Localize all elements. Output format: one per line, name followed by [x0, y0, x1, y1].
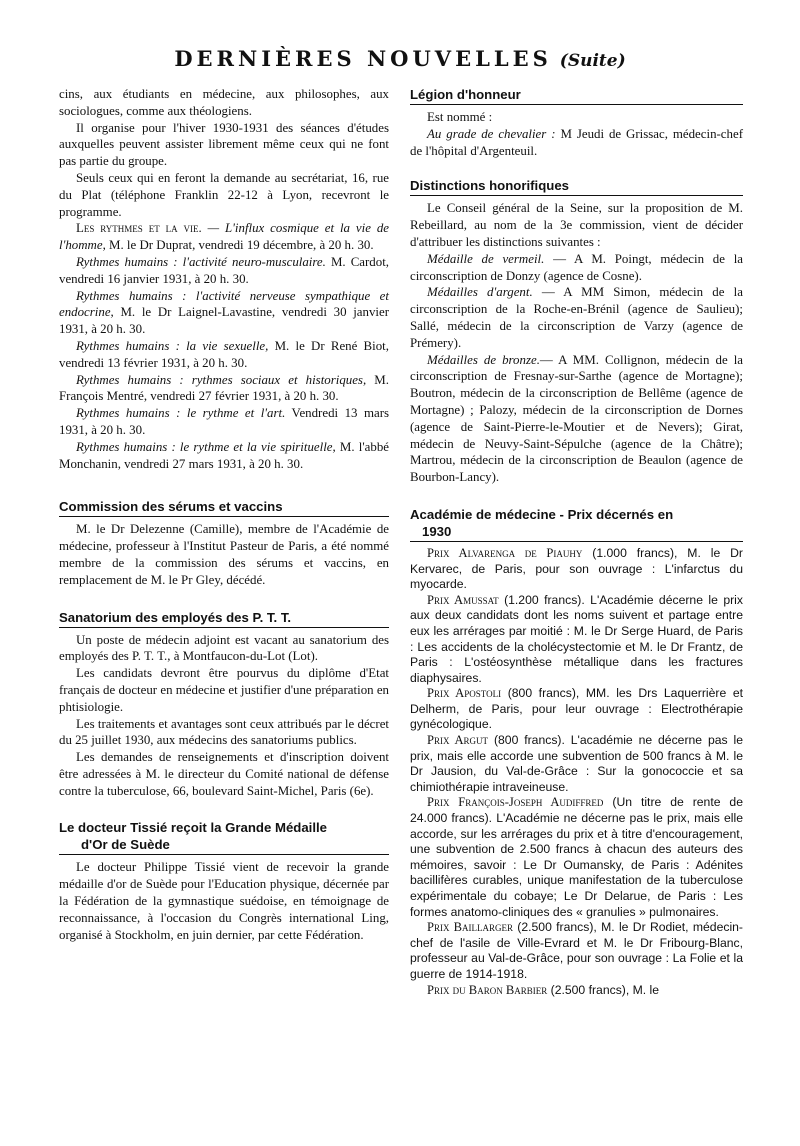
sanatorium-paragraph: Les demandes de renseignements et d'inscription doivent être adressées à M. le directeur du Comité national de défense contre la tuberculose, 66, boulevard Saint-Michel, Paris (6e).	[59, 750, 389, 798]
tissie-paragraph: Le docteur Philippe Tissié vient de recevoir la grande médaille d'or de Suède pour l'Education physique, décernée par la Fédération de la gymnastique suédoise, en témoignage de reconnaissance, à l'occasion du Congrès international Ling, organisé à Stockholm, en juin dernier, par cette Fédération.	[59, 860, 389, 942]
distinction-text: — A M. Poingt, médecin de la circonscription de Donzy (agence de Cosne).	[410, 251, 743, 283]
lecture-details: Vendredi 13 mars 1931, à 20 h. 30.	[59, 406, 389, 437]
prize-name: Prix François-Joseph Audiffred	[427, 795, 604, 810]
prize-name: Prix Baillarger	[427, 920, 513, 935]
prize-item	[410, 733, 743, 795]
legion-grade: Au grade de chevalier :	[427, 126, 556, 141]
academie-heading-line2: 1930	[422, 523, 452, 539]
lecture-item	[59, 405, 389, 439]
tissie-heading-line2: d'Or de Suède	[81, 837, 170, 853]
right-column	[410, 86, 743, 998]
lecture-item	[59, 288, 389, 338]
section-heading-serums: Commission des sérums et vaccins	[59, 498, 389, 517]
lecture-title: Rythmes humains : l'activité nerveuse sympathique et endocrine,	[59, 288, 389, 320]
left-column	[59, 86, 389, 943]
section-heading-sanatorium: Sanatorium des employés des P. T. T.	[59, 609, 389, 628]
tissie-heading-line1: Le docteur Tissié reçoit la Grande Médaille	[59, 820, 327, 836]
section-heading-legion: Légion d'honneur	[410, 86, 743, 105]
distinction-label: Médaille de vermeil.	[427, 251, 545, 266]
lecture-details: M. Cardot, vendredi 16 janvier 1931, à 20 h. 30.	[59, 254, 389, 286]
prize-item	[410, 920, 743, 982]
academie-heading-line1: Académie de médecine - Prix décernés en	[410, 506, 674, 522]
legion-paragraph	[410, 126, 743, 160]
lecture-item	[59, 338, 389, 372]
lecture-details: M. le Dr Laignel-Lavastine, vendredi 30 janvier 1931, à 20 h. 30.	[59, 305, 389, 337]
prize-name: Prix Alvarenga de Piauhy	[427, 545, 583, 560]
distinction-label: Médailles d'argent.	[427, 285, 533, 300]
page-title: DERNIÈRES NOUVELLES	[174, 46, 552, 71]
serums-paragraph: M. le Dr Delezenne (Camille), membre de l'Académie de médecine, professeur à l'Institut Pasteur de Paris, a été nommé membre de la commission des sérums et vaccins, en remplacement de M. le Pr Gley, décédé.	[59, 522, 389, 587]
section-heading-distinctions: Distinctions honorifiques	[410, 177, 743, 196]
section-heading-tissie	[59, 819, 389, 855]
prize-list	[410, 546, 743, 998]
lecture-details: M. le Dr René Biot, vendredi 13 février 1931, à 20 h. 30.	[59, 338, 389, 370]
page-title-suite: (Suite)	[559, 51, 626, 71]
lecture-item	[59, 372, 389, 406]
lecture-title: Rythmes humains : la vie sexuelle,	[76, 338, 269, 353]
lecture-item	[59, 439, 389, 473]
distinction-item	[410, 352, 743, 486]
lecture-title: — L'influx cosmique et la vie de l'homme,	[59, 221, 389, 253]
sanatorium-paragraph: Un poste de médecin adjoint est vacant au sanatorium des employés des P. T. T., à Montfaucon-du-Lot (Lot).	[59, 632, 389, 664]
distinctions-intro: Le Conseil général de la Seine, sur la proposition de M. Rebeillard, au nom de la 3e commission, vient de décider d'attribuer les distinctions suivantes :	[410, 201, 743, 249]
distinction-item	[410, 284, 743, 351]
lecture-title: Rythmes humains : l'activité neuro-musculaire.	[76, 254, 326, 269]
prize-text: (2.500 francs), M. le Dr Rodiet, médecin-chef de l'asile de Ville-Evrard et M. le Dr Fribourg-Blanc, professeur au Val-de-Grâce, pour son ouvrage : La Folie et la guerre de 1914-1918.	[410, 920, 743, 981]
prize-name: Prix Argut	[427, 733, 489, 748]
lecture-title: Rythmes humains : rythmes sociaux et historiques,	[76, 372, 367, 387]
intro-paragraph: Il organise pour l'hiver 1930-1931 des séances d'études auxquelles peuvent assister librement même ceux qui ne font pas partie du groupe.	[59, 120, 389, 169]
prize-name: Prix du Baron Barbier	[427, 982, 548, 997]
prize-text: (1.000 francs), M. le Dr Kervarec, de Paris, pour son ouvrage : L'infarctus du myocarde.	[410, 545, 743, 592]
lecture-lead: Les rythmes et la vie.	[76, 221, 202, 236]
prize-text: (Un titre de rente de 24.000 francs). L'Académie ne décerne pas le prix, mais elle accorde, sur les arrérages du prix et à titre d'encouragement, une subvention de 2.500 francs à chacun des auteurs des mémoires, savoir : Le Dr Oumansky, de Paris : Adénites bacillifères curables, unique manifestation de la tuberculose expérimentale du cobaye; Le Dr Delarue, de Paris : Les formes anatomo-cliniques des « granulies » pulmonaires.	[410, 795, 743, 919]
prize-text: (800 francs). L'académie ne décerne pas le prix, mais elle accorde une subvention de 500 francs à M. le Dr Jausion, du Val-de-Grâce : Sur la gonococcie et sa chimiothérapie intraveineuse.	[410, 733, 743, 794]
prize-item	[410, 983, 743, 999]
prize-text: (2.500 francs), M. le	[547, 982, 660, 997]
lecture-details: M. François Mentré, vendredi 27 février 1931, à 20 h. 30.	[59, 372, 389, 404]
lecture-item	[59, 254, 389, 288]
prize-text: (1.200 francs). L'Académie décerne le prix aux deux candidats dont les noms suivent et partage entre eux les arrérages par moitié : M. le Dr Serge Huard, de Paris : Les accidents de la cholécystectomie et M. le Dr Frantz, de Paris : L'ostéosynthèse métallique dans les fractures diaphysaires.	[410, 592, 743, 685]
distinction-item	[410, 251, 743, 285]
lecture-details: M. le Dr Duprat, vendredi 19 décembre, à 20 h. 30.	[105, 238, 374, 253]
sanatorium-paragraph: Les traitements et avantages sont ceux attribués par le décret du 25 juillet 1930, aux médecins des sanatoriums publics.	[59, 716, 389, 748]
page-header	[0, 46, 800, 71]
lecture-title: Rythmes humains : le rythme et la vie spirituelle,	[76, 439, 336, 454]
intro-paragraph: Seuls ceux qui en feront la demande au secrétariat, 16, rue du Plat (téléphone Franklin 22-12 à Lyon, recevront le programme.	[59, 170, 389, 219]
prize-item	[410, 546, 743, 593]
prize-name: Prix Apostoli	[427, 686, 502, 701]
prize-name: Prix Amussat	[427, 592, 499, 607]
prize-text: (800 francs), MM. les Drs Laquerrière et Delherm, de Paris, pour leur ouvrage : Electrothérapie gynécologique.	[410, 686, 743, 732]
sanatorium-paragraph: Les candidats devront être pourvus du diplôme d'Etat français de docteur en médecine et justifier d'une préparation en phtisiologie.	[59, 666, 389, 714]
prize-item	[410, 795, 743, 920]
legion-line: Est nommé :	[427, 110, 493, 124]
legion-details: M Jeudi de Grissac, médecin-chef de l'hôpital d'Argenteuil.	[410, 126, 743, 158]
lecture-item	[59, 220, 389, 254]
lecture-details: M. l'abbé Monchanin, vendredi 27 mars 1931, à 20 h. 30.	[59, 439, 389, 471]
prize-item	[410, 686, 743, 733]
distinction-text: — A MM Simon, médecin de la circonscription de la Roche-en-Brénil (agence de Saulieu); Sallé, médecin de la circonscription de Varzy (agence de Prémery).	[410, 285, 743, 350]
lecture-title: Rythmes humains : le rythme et l'art.	[76, 406, 286, 421]
intro-paragraph: cins, aux étudiants en médecine, aux philosophes, aux sociologues, comme aux théologiens.	[59, 87, 389, 118]
distinction-label: Médailles de bronze.	[427, 352, 540, 367]
section-heading-academie	[410, 506, 743, 542]
prize-item	[410, 593, 743, 687]
distinction-text: — A MM. Collignon, médecin de la circonscription de Fresnay-sur-Sarthe (agence de Mortagne); Boutron, médecin de la circonscription de Bellême (agence de Mortagne) ; Palozy, médecin de la circonscription de Dornes (agence de Saint-Pierre-le-Moutier et de Nevers); Girat, médecin de Neuvy-Saint-Sépulche (agence de la Châtre); Martrou, médecin de la circonscription de Beaulon (agence de Bourbon-Lancy).	[410, 352, 744, 485]
